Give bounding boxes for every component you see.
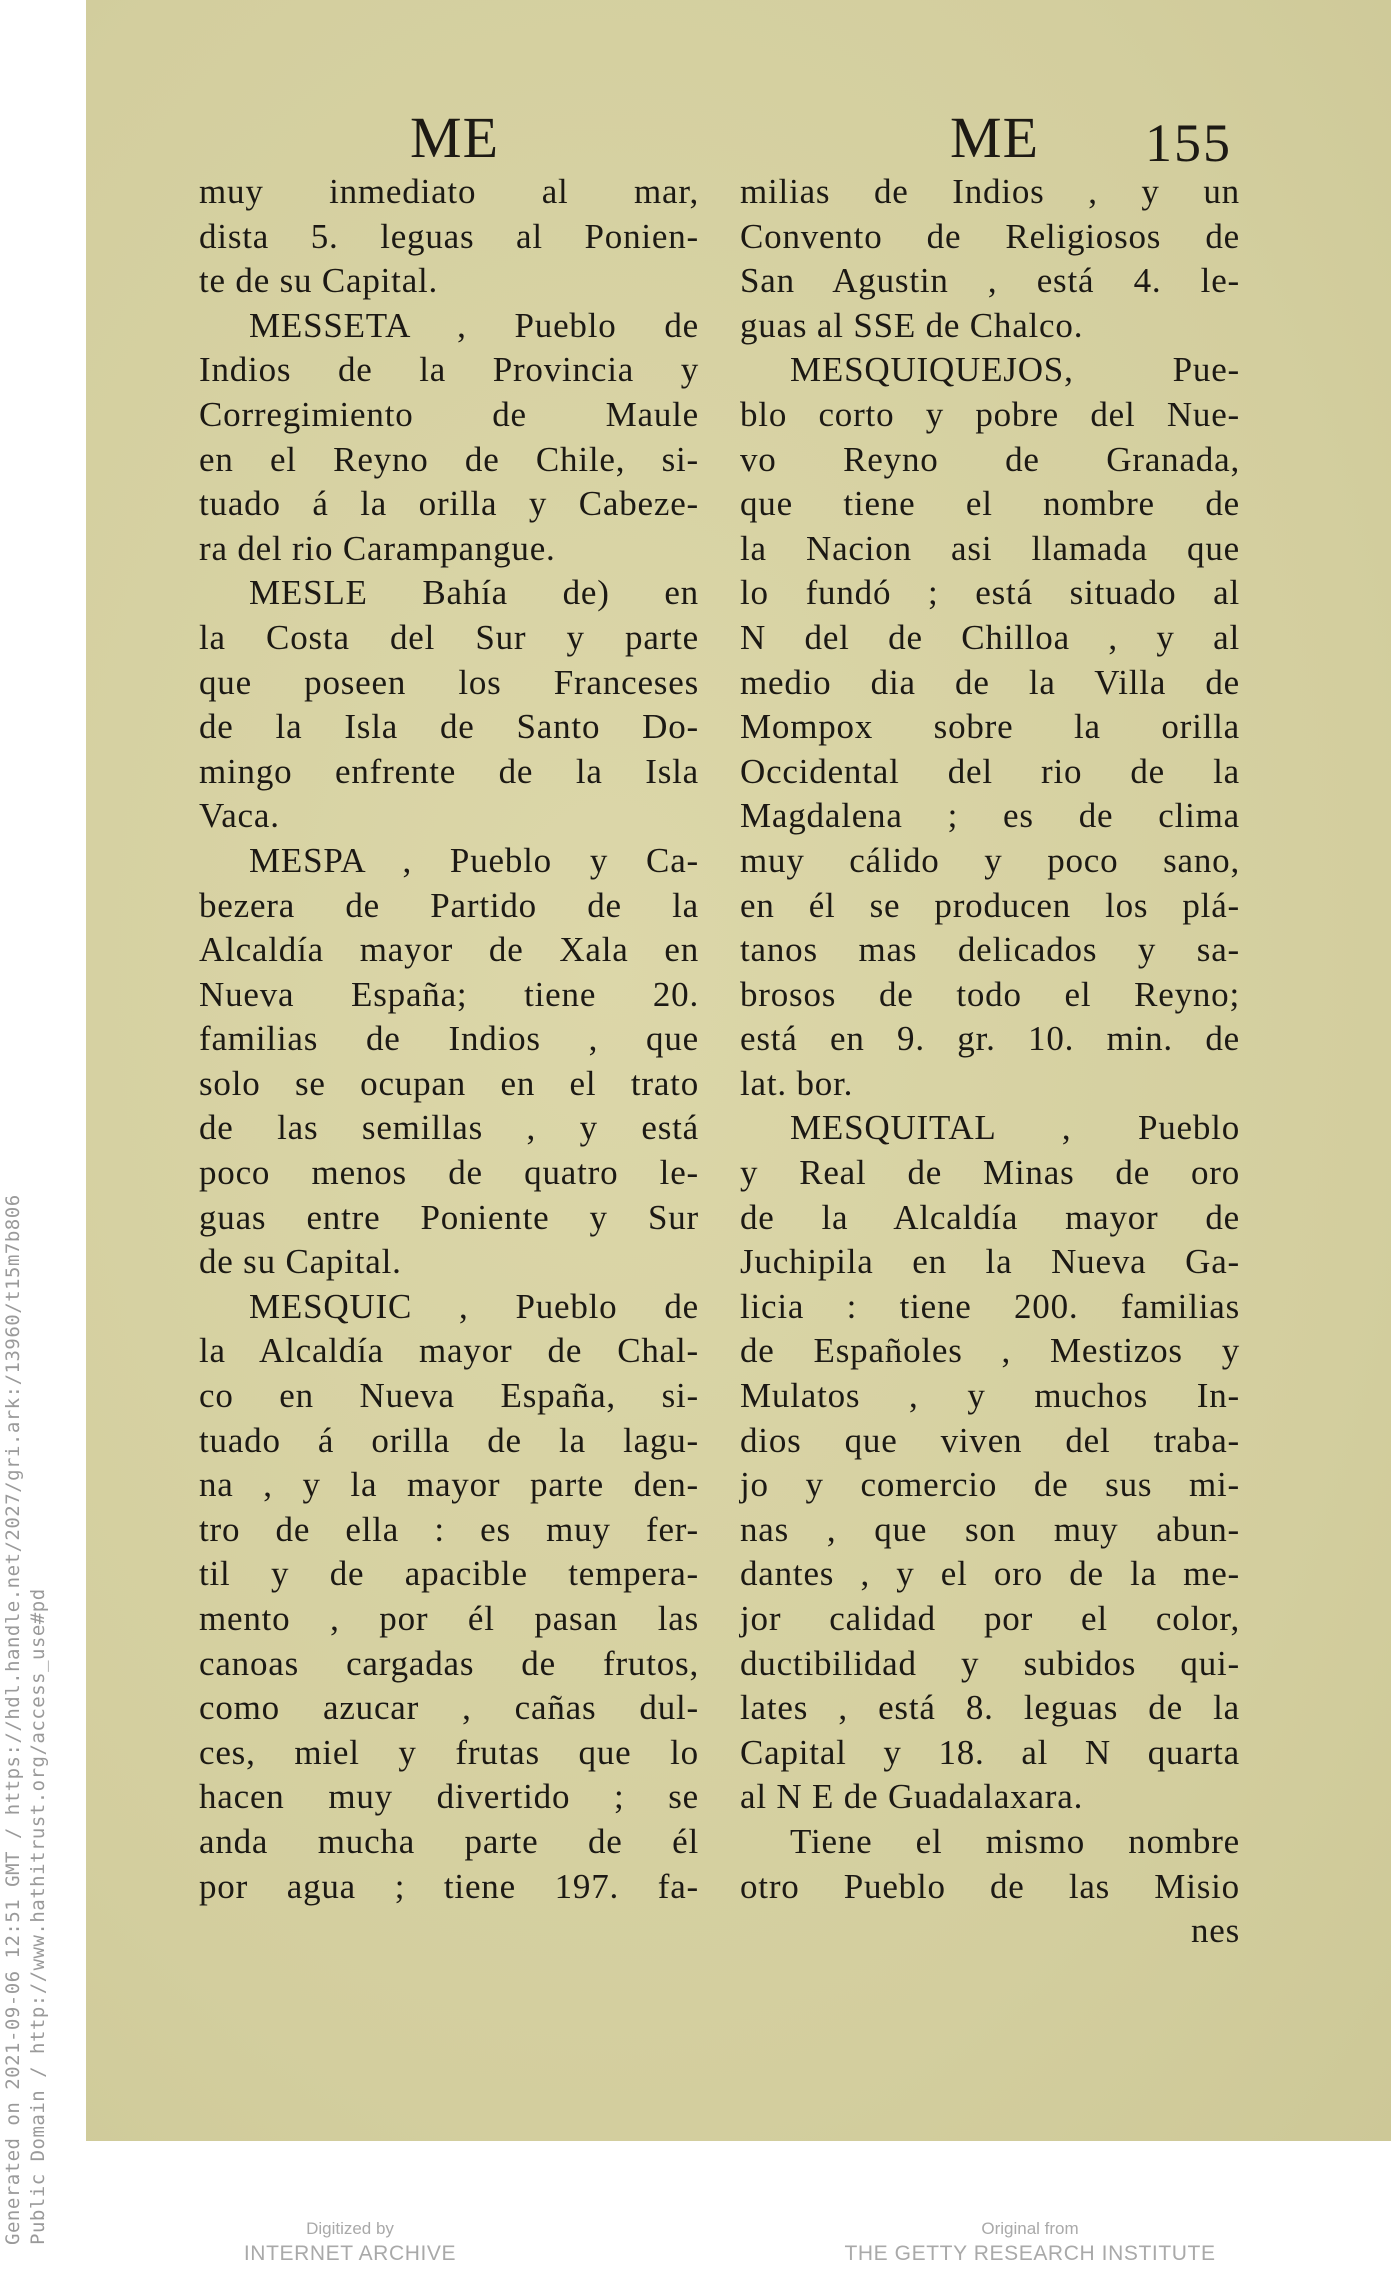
text-line: guas al SSE de Chalco. xyxy=(740,305,1084,345)
text-line: MESQUIC , Pueblo de xyxy=(249,1286,699,1326)
text-line: San Agustin , está 4. le- xyxy=(740,261,1240,301)
running-head-right: ME xyxy=(950,105,1039,170)
text-line: Nueva España; tiene 20. xyxy=(199,974,699,1014)
text-line: blo corto y pobre del Nue- xyxy=(740,394,1240,434)
text-line: de la Alcaldía mayor de xyxy=(740,1197,1240,1237)
text-line: mento , por él pasan las xyxy=(199,1599,699,1638)
text-line: Convento de Religiosos de xyxy=(740,216,1240,256)
text-line: lat. bor. xyxy=(740,1063,854,1103)
text-line: ces, miel y frutas que lo xyxy=(199,1732,699,1772)
internet-archive-label: INTERNET ARCHIVE xyxy=(243,2242,457,2265)
text-line: tuado á la orilla y Cabeze- xyxy=(199,484,699,524)
running-head-left: ME xyxy=(410,105,499,170)
text-line: hacen muy divertido ; se xyxy=(199,1777,699,1817)
text-line: la Nacion asi llamada que xyxy=(740,528,1240,568)
text-line: MESLE Bahía de) en xyxy=(249,573,699,613)
text-line: muy cálido y poco sano, xyxy=(740,840,1240,880)
text-line: Indios de la Provincia y xyxy=(199,350,699,390)
text-line: en él se producen los plá- xyxy=(740,885,1240,925)
text-line: muy inmediato al mar, xyxy=(199,172,699,211)
text-line: til y de apacible tempera- xyxy=(199,1554,699,1594)
rights-note: Public Domain / http://www.hathitrust.org/access_use#pd xyxy=(27,1588,49,2245)
right-column xyxy=(740,170,1240,1954)
getty-label: THE GETTY RESEARCH INSTITUTE xyxy=(844,2242,1216,2265)
text-line: ductibilidad y subidos qui- xyxy=(740,1643,1240,1683)
text-line: MESQUIQUEJOS, Pue- xyxy=(790,350,1240,390)
text-line: la Costa del Sur y parte xyxy=(199,617,699,657)
text-line: tanos mas delicados y sa- xyxy=(740,930,1240,970)
text-line: de las semillas , y está xyxy=(199,1108,699,1148)
text-line: de Españoles , Mestizos y xyxy=(740,1331,1240,1371)
text-line: brosos de todo el Reyno; xyxy=(740,974,1240,1014)
text-line: nes xyxy=(1190,1911,1240,1951)
text-line: Mompox sobre la orilla xyxy=(740,707,1240,747)
text-line: jor calidad por el color, xyxy=(740,1599,1240,1638)
original-from-label: Original from xyxy=(981,2219,1079,2238)
text-line: la Alcaldía mayor de Chal- xyxy=(199,1331,699,1371)
text-line: tro de ella : es muy fer- xyxy=(199,1509,699,1549)
text-line: Occidental del rio de la xyxy=(740,751,1240,791)
text-line: Magdalena ; es de clima xyxy=(740,796,1240,836)
text-line: medio dia de la Villa de xyxy=(740,662,1240,702)
original-from-credit xyxy=(840,2219,1220,2266)
text-line: que tiene el nombre de xyxy=(740,484,1240,524)
text-line: de la Isla de Santo Do- xyxy=(199,707,699,747)
text-line: dantes , y el oro de la me- xyxy=(740,1554,1240,1594)
text-line: Corregimiento de Maule xyxy=(199,394,699,434)
text-line: en el Reyno de Chile, si- xyxy=(199,439,699,479)
digitized-by-credit xyxy=(210,2219,490,2266)
text-line: guas entre Poniente y Sur xyxy=(199,1197,699,1237)
text-line: Capital y 18. al N quarta xyxy=(740,1732,1240,1772)
text-line: solo se ocupan en el trato xyxy=(199,1063,699,1103)
text-line: N del de Chilloa , y al xyxy=(740,617,1240,657)
text-line: tuado á orilla de la lagu- xyxy=(199,1420,699,1460)
text-line: dios que viven del traba- xyxy=(740,1420,1240,1460)
text-line: te de su Capital. xyxy=(199,261,439,301)
text-line: otro Pueblo de las Misio xyxy=(740,1866,1240,1906)
left-column xyxy=(199,170,699,1909)
text-line: de su Capital. xyxy=(199,1242,402,1282)
text-line: MESQUITAL , Pueblo xyxy=(790,1108,1240,1148)
text-line: jo y comercio de sus mi- xyxy=(740,1465,1240,1505)
text-line: vo Reyno de Granada, xyxy=(740,439,1240,479)
text-line: está en 9. gr. 10. min. de xyxy=(740,1019,1240,1059)
text-line: que poseen los Franceses xyxy=(199,662,699,702)
text-line: canoas cargadas de frutos, xyxy=(199,1643,699,1683)
text-line: MESSETA , Pueblo de xyxy=(249,305,699,345)
generated-note: Generated on 2021-09-06 12:51 GMT / https://hdl.handle.net/2027/gri.ark:/13960/t15m7b806 xyxy=(2,1194,24,2245)
text-line: milias de Indios , y un xyxy=(740,172,1240,211)
text-line: Juchipila en la Nueva Ga- xyxy=(740,1242,1240,1282)
text-line: bezera de Partido de la xyxy=(199,885,699,925)
text-line: co en Nueva España, si- xyxy=(199,1376,699,1416)
text-line: lo fundó ; está situado al xyxy=(740,573,1240,613)
text-line: por agua ; tiene 197. fa- xyxy=(199,1866,699,1906)
page-number: 155 xyxy=(1145,113,1232,173)
text-line: Vaca. xyxy=(199,796,280,836)
text-line: na , y la mayor parte den- xyxy=(199,1465,699,1505)
text-line: y Real de Minas de oro xyxy=(740,1153,1240,1193)
side-watermark xyxy=(0,0,60,2271)
text-line: poco menos de quatro le- xyxy=(199,1153,699,1193)
text-line: ra del rio Carampangue. xyxy=(199,528,556,568)
text-line: Alcaldía mayor de Xala en xyxy=(199,930,699,970)
text-line: anda mucha parte de él xyxy=(199,1821,699,1861)
text-line: nas , que son muy abun- xyxy=(740,1509,1240,1549)
digitized-by-label: Digitized by xyxy=(306,2219,394,2238)
text-line: familias de Indios , que xyxy=(199,1019,699,1059)
text-line: Mulatos , y muchos In- xyxy=(740,1376,1240,1416)
text-line: lates , está 8. leguas de la xyxy=(740,1688,1240,1728)
text-line: al N E de Guadalaxara. xyxy=(740,1777,1084,1817)
text-line: como azucar , cañas dul- xyxy=(199,1688,699,1728)
text-line: mingo enfrente de la Isla xyxy=(199,751,699,791)
text-line: MESPA , Pueblo y Ca- xyxy=(249,840,699,880)
text-line: dista 5. leguas al Ponien- xyxy=(199,216,699,256)
text-line: Tiene el mismo nombre xyxy=(790,1821,1240,1861)
text-line: licia : tiene 200. familias xyxy=(740,1286,1240,1326)
